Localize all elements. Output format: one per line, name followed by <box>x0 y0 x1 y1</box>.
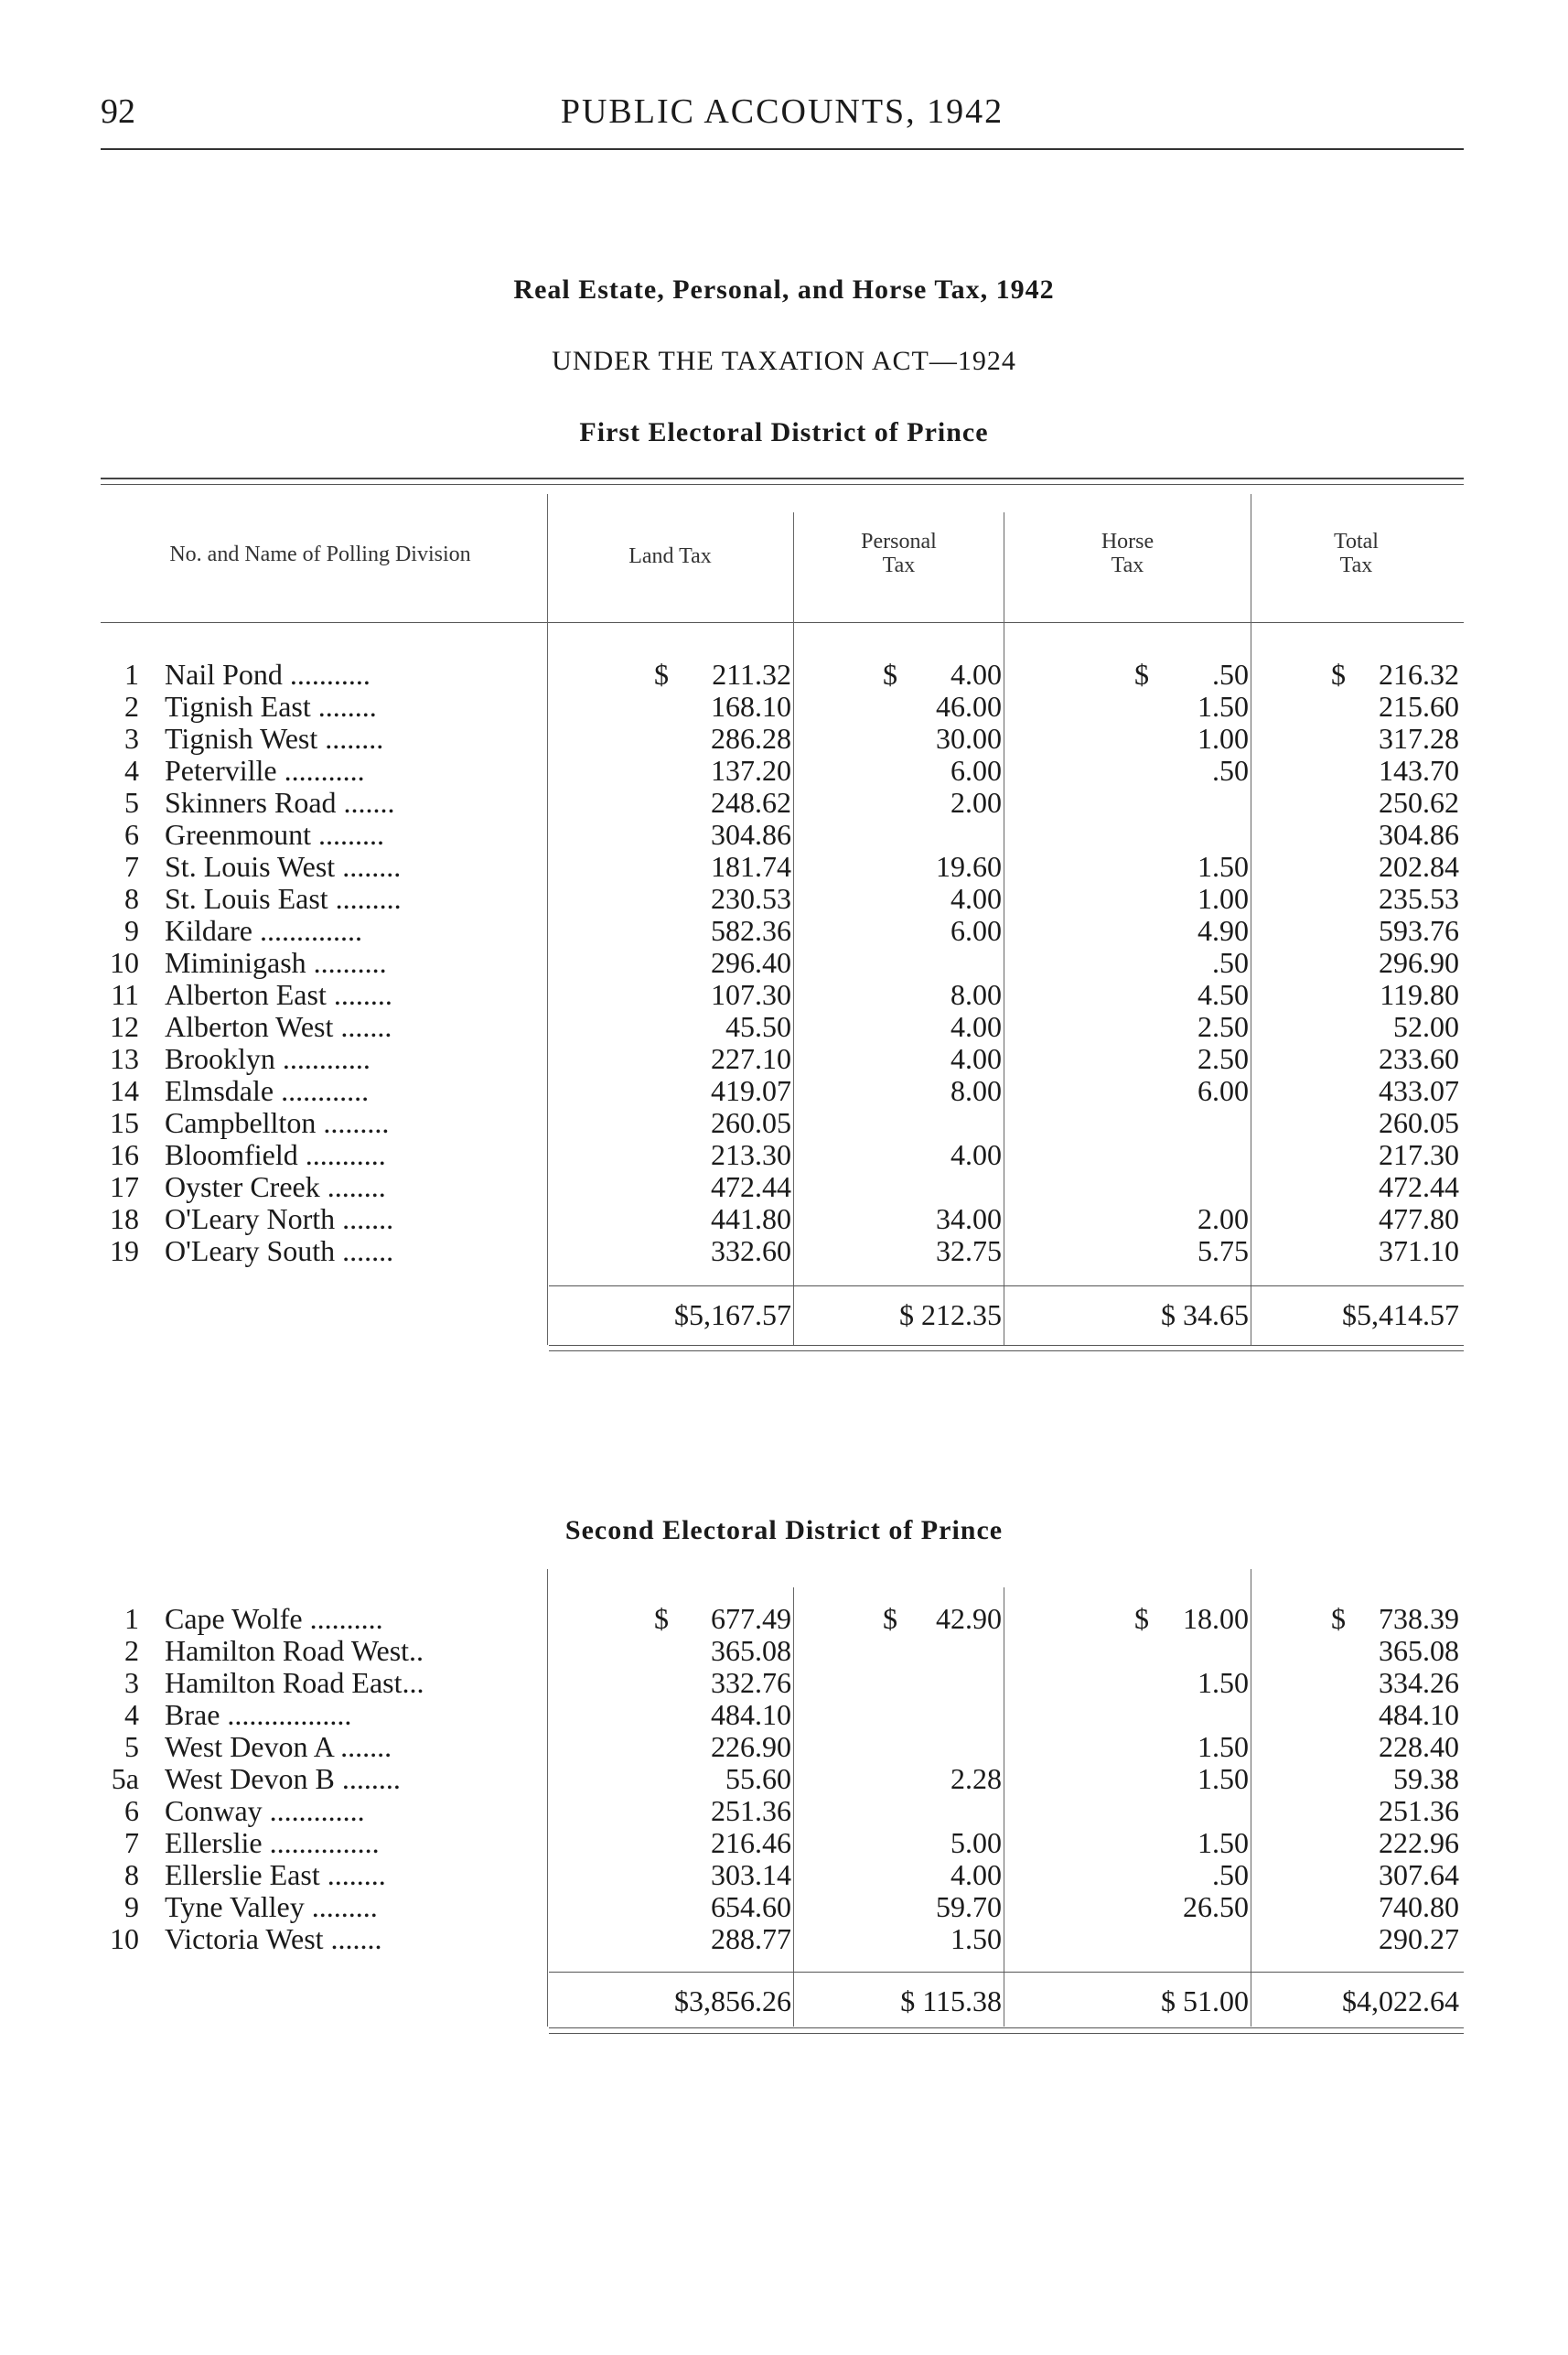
total-tax: 334.26 <box>1379 1666 1459 1699</box>
district-2-title: Second Electoral District of Prince <box>564 1515 1004 1545</box>
horse-tax: .50 <box>1212 754 1249 787</box>
table-1-header-rule <box>101 622 1464 623</box>
land-tax: 181.74 <box>711 850 791 883</box>
currency-sign: $ <box>883 658 897 691</box>
land-tax: 216.46 <box>711 1826 791 1859</box>
land-tax: 45.50 <box>725 1010 791 1043</box>
land-tax: 248.62 <box>711 786 791 819</box>
division-name: St. Louis West ........ <box>165 851 402 883</box>
personal-tax: 4.00 <box>950 1042 1002 1075</box>
total-tax: 216.32 <box>1379 658 1459 691</box>
table-row <box>0 755 1568 787</box>
personal-tax: 30.00 <box>936 722 1002 755</box>
land-tax: 213.30 <box>711 1138 791 1171</box>
land-tax: 441.80 <box>711 1202 791 1235</box>
land-tax: 654.60 <box>711 1890 791 1923</box>
table-row <box>0 1731 1568 1763</box>
horse-tax: 6.00 <box>1197 1074 1249 1107</box>
col-head-horse-2: Tax <box>1111 554 1144 577</box>
horse-tax: 1.50 <box>1197 1826 1249 1859</box>
table-row <box>0 659 1568 691</box>
division-name: Ellerslie ............... <box>165 1827 380 1859</box>
land-tax: 168.10 <box>711 690 791 723</box>
personal-tax: 8.00 <box>950 1074 1002 1107</box>
horse-tax: 26.50 <box>1183 1890 1249 1923</box>
total-tax: 472.44 <box>1379 1170 1459 1203</box>
horse-tax: 4.50 <box>1197 978 1249 1011</box>
horse-tax: .50 <box>1212 946 1249 979</box>
land-tax: 55.60 <box>725 1762 791 1795</box>
personal-tax: 6.00 <box>950 914 1002 947</box>
total-tax: 52.00 <box>1393 1010 1459 1043</box>
running-head <box>101 91 1464 146</box>
personal-tax: 19.60 <box>936 850 1002 883</box>
division-name: Elmsdale ............ <box>165 1075 370 1107</box>
col-head-horse-1: Horse <box>1101 530 1155 554</box>
land-tax: 107.30 <box>711 978 791 1011</box>
row-number: 7 <box>124 1826 139 1859</box>
row-number: 8 <box>124 1858 139 1891</box>
row-number: 11 <box>111 978 139 1011</box>
table-row <box>0 1763 1568 1795</box>
table-row <box>0 1011 1568 1043</box>
land-tax-total: $5,167.57 <box>674 1298 791 1331</box>
document-title: Real Estate, Personal, and Horse Tax, 1942 <box>513 274 1055 305</box>
horse-tax: 1.50 <box>1197 850 1249 883</box>
division-name: Brooklyn ............ <box>165 1043 371 1075</box>
division-name: Hamilton Road East... <box>165 1667 424 1699</box>
table-row <box>0 915 1568 947</box>
total-tax: 317.28 <box>1379 722 1459 755</box>
table-1-bottom-rule <box>549 1345 1464 1346</box>
division-name: West Devon B ........ <box>165 1763 401 1795</box>
district-1-title: First Electoral District of Prince <box>579 417 989 447</box>
land-tax: 137.20 <box>711 754 791 787</box>
table-row <box>0 1075 1568 1107</box>
total-tax: 59.38 <box>1393 1762 1459 1795</box>
personal-tax: 42.90 <box>936 1602 1002 1635</box>
row-number: 2 <box>124 690 139 723</box>
division-name: Hamilton Road West.. <box>165 1635 424 1667</box>
running-title: PUBLIC ACCOUNTS, 1942 <box>560 92 1004 131</box>
table-row <box>0 1923 1568 1955</box>
row-number: 5a <box>111 1762 139 1795</box>
division-name: O'Leary North ....... <box>165 1203 394 1235</box>
total-tax: 235.53 <box>1379 882 1459 915</box>
personal-tax-total: $ 212.35 <box>899 1298 1002 1331</box>
row-number: 10 <box>110 946 139 979</box>
col-head-total-2: Tax <box>1339 554 1373 577</box>
total-tax: 222.96 <box>1379 1826 1459 1859</box>
row-number: 6 <box>124 818 139 851</box>
division-name: St. Louis East ......... <box>165 883 402 915</box>
horse-tax: 5.75 <box>1197 1234 1249 1267</box>
division-name: Miminigash .......... <box>165 947 387 979</box>
land-tax: 304.86 <box>711 818 791 851</box>
col-head-land: Land Tax <box>628 544 712 568</box>
table-row <box>0 787 1568 819</box>
currency-sign: $ <box>654 1602 669 1635</box>
personal-tax: 34.00 <box>936 1202 1002 1235</box>
document-subtitle: UNDER THE TAXATION ACT—1924 <box>552 346 1016 376</box>
total-tax: 740.80 <box>1379 1890 1459 1923</box>
row-number: 15 <box>110 1106 139 1139</box>
row-number: 14 <box>110 1074 139 1107</box>
table-row <box>0 979 1568 1011</box>
division-name: Conway ............. <box>165 1795 365 1827</box>
row-number: 2 <box>124 1634 139 1667</box>
currency-sign: $ <box>654 658 669 691</box>
personal-tax: 4.00 <box>950 1858 1002 1891</box>
division-name: Tignish West ........ <box>165 723 384 755</box>
personal-tax: 4.00 <box>950 1010 1002 1043</box>
total-tax: 296.90 <box>1379 946 1459 979</box>
row-number: 9 <box>124 914 139 947</box>
land-tax: 226.90 <box>711 1730 791 1763</box>
row-number: 5 <box>124 1730 139 1763</box>
division-name: O'Leary South ....... <box>165 1235 394 1267</box>
table-row <box>0 883 1568 915</box>
land-tax-total: $3,856.26 <box>674 1984 791 2017</box>
land-tax: 260.05 <box>711 1106 791 1139</box>
table-row <box>0 723 1568 755</box>
total-tax: 593.76 <box>1379 914 1459 947</box>
division-name: Oyster Creek ........ <box>165 1171 386 1203</box>
personal-tax: 46.00 <box>936 690 1002 723</box>
table-row <box>0 1859 1568 1891</box>
col-head-personal-1: Personal <box>861 530 937 554</box>
table-row <box>0 1235 1568 1267</box>
land-tax: 227.10 <box>711 1042 791 1075</box>
land-tax: 677.49 <box>711 1602 791 1635</box>
page-number: 92 <box>101 92 135 131</box>
total-tax: 250.62 <box>1379 786 1459 819</box>
division-name: Kildare .............. <box>165 915 362 947</box>
table-row <box>0 691 1568 723</box>
total-tax: 119.80 <box>1380 978 1459 1011</box>
total-tax: 202.84 <box>1379 850 1459 883</box>
horse-tax: 1.50 <box>1197 690 1249 723</box>
total-tax: 251.36 <box>1379 1794 1459 1827</box>
total-tax: 290.27 <box>1379 1922 1459 1955</box>
horse-tax-total: $ 51.00 <box>1161 1984 1249 2017</box>
row-number: 5 <box>124 786 139 819</box>
table-row <box>0 1203 1568 1235</box>
col-head-personal-2: Tax <box>882 554 916 577</box>
division-name: Campbellton ......... <box>165 1107 390 1139</box>
row-number: 7 <box>124 850 139 883</box>
division-name: Cape Wolfe .......... <box>165 1603 383 1635</box>
total-tax: 228.40 <box>1379 1730 1459 1763</box>
personal-tax: 2.00 <box>950 786 1002 819</box>
total-tax: 433.07 <box>1379 1074 1459 1107</box>
land-tax: 365.08 <box>711 1634 791 1667</box>
horse-tax: 18.00 <box>1183 1602 1249 1635</box>
row-number: 9 <box>124 1890 139 1923</box>
division-name: Bloomfield ........... <box>165 1139 386 1171</box>
row-number: 4 <box>124 754 139 787</box>
total-tax: 484.10 <box>1379 1698 1459 1731</box>
personal-tax: 5.00 <box>950 1826 1002 1859</box>
personal-tax: 2.28 <box>950 1762 1002 1795</box>
division-name: Skinners Road ....... <box>165 787 395 819</box>
table-1-bottom-rule-2 <box>549 1350 1464 1351</box>
land-tax: 484.10 <box>711 1698 791 1731</box>
row-number: 13 <box>110 1042 139 1075</box>
division-name: Ellerslie East ........ <box>165 1859 386 1891</box>
table-2-sum-rule <box>549 1972 1464 1973</box>
row-number: 12 <box>110 1010 139 1043</box>
horse-tax: 2.00 <box>1197 1202 1249 1235</box>
table-1-sum-rule <box>549 1285 1464 1286</box>
personal-tax: 4.00 <box>950 658 1002 691</box>
table-row <box>0 1795 1568 1827</box>
division-name: Brae ................. <box>165 1699 352 1731</box>
total-tax: 738.39 <box>1379 1602 1459 1635</box>
personal-tax: 6.00 <box>950 754 1002 787</box>
total-tax: 260.05 <box>1379 1106 1459 1139</box>
currency-sign: $ <box>1331 658 1346 691</box>
table-row <box>0 1827 1568 1859</box>
horse-tax: 1.00 <box>1197 722 1249 755</box>
currency-sign: $ <box>1134 1602 1149 1635</box>
table-row <box>0 1635 1568 1667</box>
personal-tax: 8.00 <box>950 978 1002 1011</box>
personal-tax: 1.50 <box>950 1922 1002 1955</box>
horse-tax: .50 <box>1212 1858 1249 1891</box>
row-number: 10 <box>110 1922 139 1955</box>
table-row <box>0 1699 1568 1731</box>
total-tax: 365.08 <box>1379 1634 1459 1667</box>
header-rule <box>101 148 1464 150</box>
horse-tax: 2.50 <box>1197 1042 1249 1075</box>
land-tax: 296.40 <box>711 946 791 979</box>
totals-row <box>0 1985 1568 2017</box>
land-tax: 251.36 <box>711 1794 791 1827</box>
total-tax: 304.86 <box>1379 818 1459 851</box>
division-name: Alberton East ........ <box>165 979 392 1011</box>
totals-row <box>0 1299 1568 1331</box>
personal-tax: 4.00 <box>950 1138 1002 1171</box>
table-1-top-rule <box>101 478 1464 479</box>
horse-tax: .50 <box>1212 658 1249 691</box>
table-row <box>0 1603 1568 1635</box>
division-name: West Devon A ....... <box>165 1731 392 1763</box>
table-row <box>0 1043 1568 1075</box>
land-tax: 472.44 <box>711 1170 791 1203</box>
land-tax: 332.76 <box>711 1666 791 1699</box>
row-number: 17 <box>110 1170 139 1203</box>
row-number: 18 <box>110 1202 139 1235</box>
division-name: Alberton West ....... <box>165 1011 392 1043</box>
currency-sign: $ <box>1331 1602 1346 1635</box>
land-tax: 288.77 <box>711 1922 791 1955</box>
land-tax: 582.36 <box>711 914 791 947</box>
table-2-bottom-rule <box>549 2027 1464 2028</box>
currency-sign: $ <box>883 1602 897 1635</box>
total-tax: 477.80 <box>1379 1202 1459 1235</box>
horse-tax-total: $ 34.65 <box>1161 1298 1249 1331</box>
land-tax: 419.07 <box>711 1074 791 1107</box>
horse-tax: 2.50 <box>1197 1010 1249 1043</box>
personal-tax: 59.70 <box>936 1890 1002 1923</box>
table-row <box>0 851 1568 883</box>
division-name: Nail Pond ........... <box>165 659 371 691</box>
table-row <box>0 947 1568 979</box>
row-number: 1 <box>124 658 139 691</box>
horse-tax: 1.50 <box>1197 1666 1249 1699</box>
horse-tax: 1.50 <box>1197 1762 1249 1795</box>
table-row <box>0 1891 1568 1923</box>
table-2-bottom-rule-2 <box>549 2033 1464 2034</box>
total-tax: 307.64 <box>1379 1858 1459 1891</box>
personal-tax: 4.00 <box>950 882 1002 915</box>
division-name: Peterville ........... <box>165 755 365 787</box>
col-head-total-1: Total <box>1334 530 1379 554</box>
division-name: Greenmount ......... <box>165 819 384 851</box>
row-number: 6 <box>124 1794 139 1827</box>
table-row <box>0 1107 1568 1139</box>
horse-tax: 4.90 <box>1197 914 1249 947</box>
land-tax: 303.14 <box>711 1858 791 1891</box>
row-number: 19 <box>110 1234 139 1267</box>
total-tax: 143.70 <box>1379 754 1459 787</box>
land-tax: 211.32 <box>712 658 791 691</box>
row-number: 4 <box>124 1698 139 1731</box>
division-name: Tignish East ........ <box>165 691 377 723</box>
row-number: 3 <box>124 1666 139 1699</box>
total-tax-total: $4,022.64 <box>1342 1984 1459 2017</box>
land-tax: 230.53 <box>711 882 791 915</box>
currency-sign: $ <box>1134 658 1149 691</box>
row-number: 1 <box>124 1602 139 1635</box>
total-tax: 371.10 <box>1379 1234 1459 1267</box>
table-row <box>0 1171 1568 1203</box>
total-tax: 215.60 <box>1379 690 1459 723</box>
personal-tax: 32.75 <box>936 1234 1002 1267</box>
division-name: Victoria West ....... <box>165 1923 382 1955</box>
horse-tax: 1.50 <box>1197 1730 1249 1763</box>
division-name: Tyne Valley ......... <box>165 1891 378 1923</box>
table-row <box>0 1667 1568 1699</box>
horse-tax: 1.00 <box>1197 882 1249 915</box>
row-number: 16 <box>110 1138 139 1171</box>
land-tax: 332.60 <box>711 1234 791 1267</box>
row-number: 8 <box>124 882 139 915</box>
table-row <box>0 819 1568 851</box>
total-tax: 233.60 <box>1379 1042 1459 1075</box>
col-head-division: No. and Name of Polling Division <box>169 543 471 566</box>
personal-tax-total: $ 115.38 <box>900 1984 1002 2017</box>
total-tax-total: $5,414.57 <box>1342 1298 1459 1331</box>
table-1-top-rule-2 <box>101 484 1464 485</box>
table-row <box>0 1139 1568 1171</box>
total-tax: 217.30 <box>1379 1138 1459 1171</box>
row-number: 3 <box>124 722 139 755</box>
land-tax: 286.28 <box>711 722 791 755</box>
